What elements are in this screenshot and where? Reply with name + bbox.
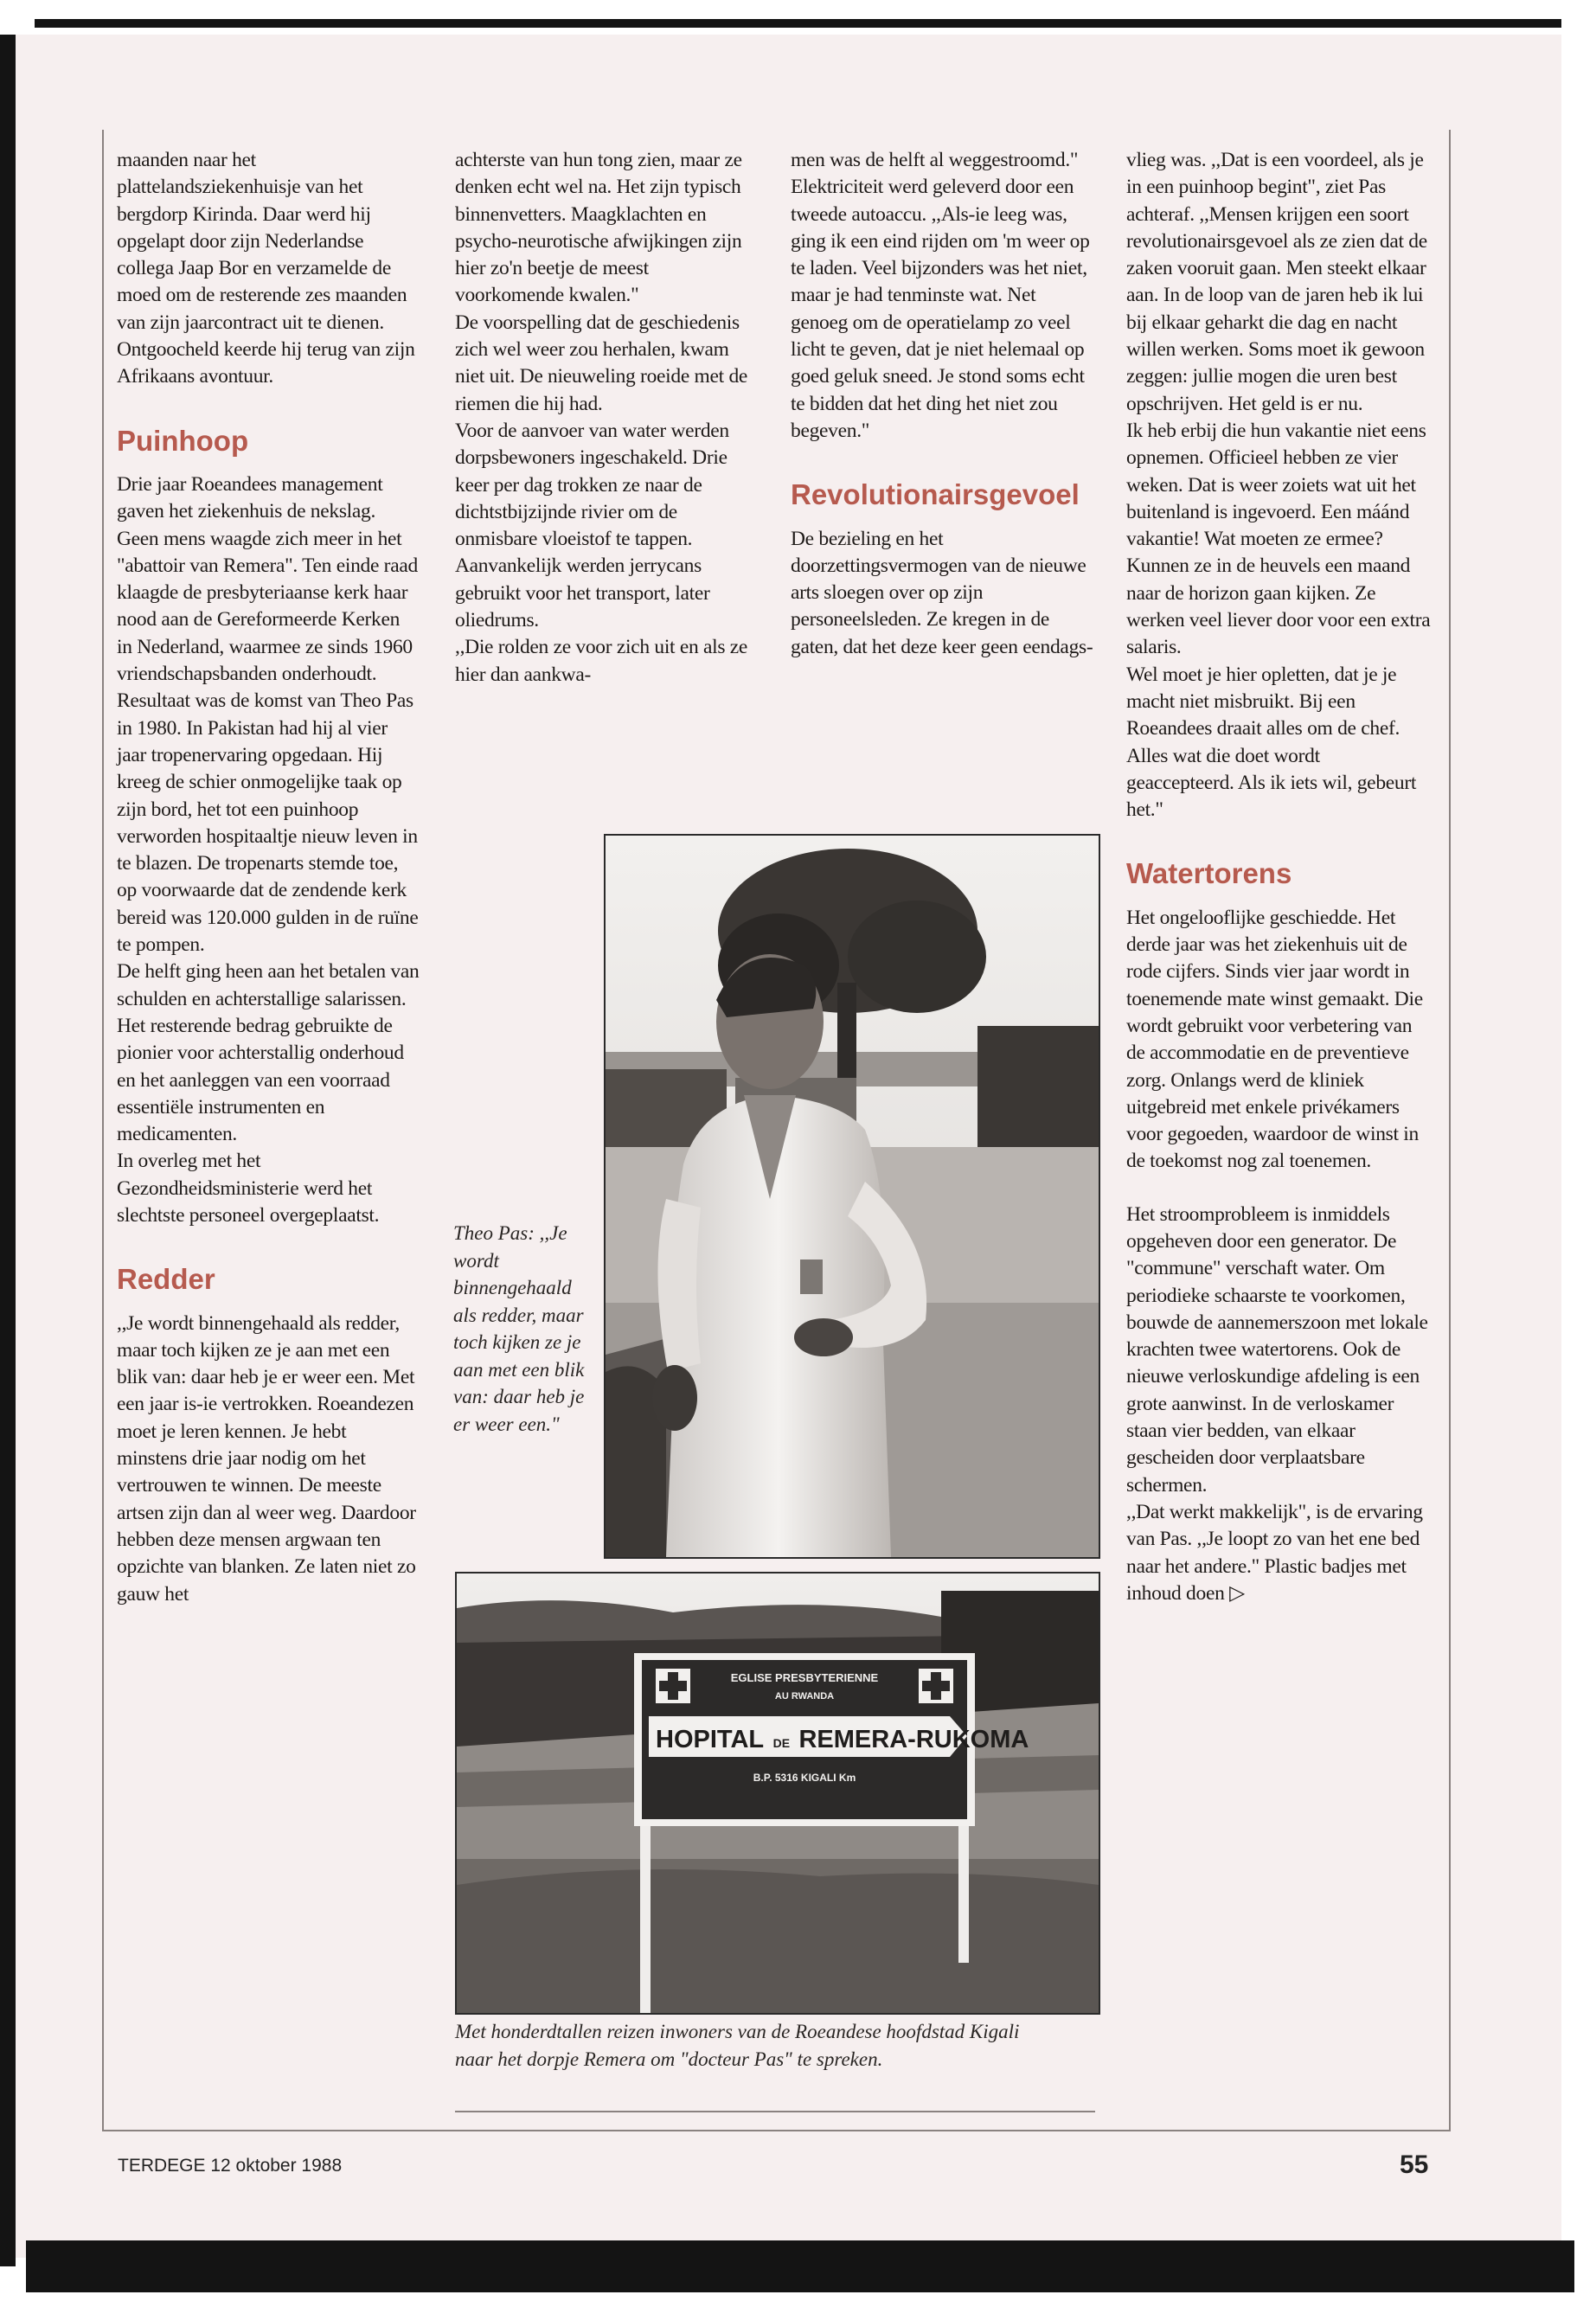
paragraph: Het stroomprobleem is inmiddels opgeheven door een generator. De "commune" verschaft water. Om periodieke schaarste te voorkomen, bouwde de aannemerszoon met lokale krachten twee watertorens. Ook de nieuwe verloskundige afdeling is een grote aanwinst. In de verloskamer staan vier bedden, van elkaar gescheiden door verplaatsbare schermen. xyxy=(1126,1202,1428,1497)
footer-magazine-name: TERDEGE xyxy=(118,2156,206,2176)
paragraph: maanden naar het plattelandsziekenhuisje van het bergdorp Kirinda. Daar werd hij opgelapt door zijn Nederlandse collega Jaap Bor en verzamelde de moed om de resterende zes maanden van zijn jaarcontract uit te dienen. Ontgoocheld keerde hij terug van zijn Afrikaans avontuur. xyxy=(117,149,415,388)
sign-main-text xyxy=(656,1726,1029,1753)
paragraph: Elektriciteit werd geleverd door een tweede autoaccu. ,,Als-ie leeg was, ging ik een eind rijden om 'm weer op te laden. Veel bijzonders was het niet, maar je had tenminste wat. Net genoeg om de operatielamp zo veel licht te geven, dat je niet helemaal op goed geluk sneed. Je stond soms echt te bidden dat het ding het niet zou begeven." xyxy=(791,176,1090,442)
paragraph: Drie jaar Roeandees management gaven het ziekenhuis de nekslag. Geen mens waagde zich meer in het "abattoir van Remera". Ten einde raad klaagde de presbyteriaanse kerk haar nood aan de Gereformeerde Kerken in Nederland, waarmee ze sinds 1960 vriendschapsbanden onderhoudt. xyxy=(117,472,418,686)
scan-top-edge xyxy=(0,0,1596,29)
sign-line-4: B.P. 5316 KIGALI Km xyxy=(753,1772,856,1784)
photo-hospital-sign xyxy=(455,1572,1100,2015)
paragraph: De helft ging heen aan het betalen van schulden en achterstallige salarissen. Het resterende bedrag gebruikte de pionier voor achterstallig onderhoud en het aanleggen van een voorraad essentiële instrumenten en medicamenten. xyxy=(117,960,420,1146)
sign-line-1: EGLISE PRESBYTERIENNE xyxy=(730,1671,879,1684)
sign-remera: REMERA-RUKOMA xyxy=(798,1726,1029,1753)
heading-puinhoop: Puinhoop xyxy=(117,424,249,457)
paragraph: ,,Die rolden ze voor zich uit en als ze hier dan aankwa- xyxy=(455,636,748,686)
footer-page-number: 55 xyxy=(1400,2150,1429,2179)
heading-watertorens: Watertorens xyxy=(1126,857,1292,890)
paragraph: De bezieling en het doorzettingsvermogen van de nieuwe arts sloegen over op zijn personeelsleden. Ze kregen in de gaten, dat het deze keer geen eendags- xyxy=(791,527,1093,658)
paragraph: vlieg was. ,,Dat is een voordeel, als je in een puinhoop begint", ziet Pas achteraf. ,,Mensen krijgen een soort revolutionairsgevoel als ze zien dat de zaken vooruit gaan. Men steekt elkaar aan. In de loop van de jaren heb ik lui bij elkaar geharkt die dag en nacht willen werken. Soms moet ik gewoon zeggen: jullie mogen die uren best opschrijven. Het geld is er nu. xyxy=(1126,149,1427,415)
heading-redder: Redder xyxy=(117,1263,215,1296)
photo-doctor-image xyxy=(606,836,1099,1557)
paragraph xyxy=(1126,1499,1431,1607)
sign-hopital: HOPITAL xyxy=(656,1726,765,1753)
paragraph: Voor de aanvoer van water werden dorpsbewoners ingeschakeld. Drie keer per dag trokken ze naar de dichtstbijzijnde rivier om de onmisbare vloeistof te tappen. Aanvankelijk werden jerrycans gebruikt voor het transport, later oliedrums. xyxy=(455,419,729,632)
photo-sign-image xyxy=(457,1574,1099,2013)
paragraph: Ik heb erbij die hun vakantie niet eens opnemen. Officieel hebben ze vier weken. Dat is weer zoiets wat uit het buitenland is ingevoerd. Een máánd vakantie! Wat moeten ze ermee? Kunnen ze in de heuvels een maand naar de horizon gaan kijken. Ze werken veel liever door voor een extra salaris. xyxy=(1126,419,1431,659)
paragraph: Het ongelooflijke geschiedde. Het derde jaar was het ziekenhuis uit de rode cijfers. Sinds vier jaar wordt in toenemende mate winst gemaakt. Die wordt gebruikt voor verbetering van de accommodatie en de preventieve zorg. Onlangs werd de kliniek uitgebreid met enkele privékamers voor gegoeden, waardoor de winst in de toekomst nog zal toenemen. xyxy=(1126,906,1423,1173)
column-1 xyxy=(117,147,420,1608)
photo-caption-2: Met honderdtallen reizen inwoners van de Roeandese hoofdstad Kigali naar het dorpje Remera om "docteur Pas" te spreken. xyxy=(455,2021,1020,2070)
caption-rule xyxy=(455,2111,1095,2112)
photo-theo-pas xyxy=(604,834,1100,1559)
paragraph: achterste van hun tong zien, maar ze denken echt wel na. Het zijn typisch binnenvetters. Maagklachten en psycho-neurotische afwijkingen zijn hier zo'n beetje de meest voorkomende kwalen." xyxy=(455,149,742,307)
paragraph-text: ,,Dat werkt makkelijk", is de ervaring van Pas. ,,Je loopt zo van het ene bed naar het andere." Plastic badjes met inhoud doen xyxy=(1126,1500,1423,1605)
paragraph: In overleg met het Gezondheidsministerie werd het slechtste personeel overgeplaatst. xyxy=(117,1150,380,1227)
paragraph: men was de helft al weggestroomd." xyxy=(791,149,1079,171)
photo-caption-1: Theo Pas: ,,Je wordt binnengehaald als redder, maar toch kijken ze je aan met een blik van: daar heb je er weer een." xyxy=(453,1222,585,1435)
paragraph: ,,Je wordt binnengehaald als redder, maar toch kijken ze je aan met een blik van: daar heb je er weer een. Met een jaar is-ie vertrokken. Roeandezen moet je leren kennen. Je hebt minstens drie jaar nodig om het vertrouwen te winnen. De meeste artsen zijn dan al weer weg. Daardoor hebben deze mensen argwaan ten opzichte van blanken. Ze laten niet zo gauw het xyxy=(117,1311,416,1606)
scan-bottom-edge xyxy=(26,2240,1574,2292)
column-3 xyxy=(791,147,1093,661)
footer-date: 12 oktober 1988 xyxy=(210,2156,343,2176)
column-4 xyxy=(1126,147,1431,1607)
footer-magazine xyxy=(118,2156,342,2176)
paragraph: Resultaat was de komst van Theo Pas in 1980. In Pakistan had hij al vier jaar tropenervaring opgedaan. Hij kreeg de schier onmogelijke taak op zijn bord, het tot een puinhoop verworden hospitaaltje nieuw leven in te blazen. De tropenarts stemde toe, op voorwaarde dat de zendende kerk bereid was 120.000 gulden in de ruïne te pompen. xyxy=(117,689,419,957)
column-2 xyxy=(455,147,758,689)
scan-left-edge xyxy=(0,35,16,2266)
sign-line-2: AU RWANDA xyxy=(774,1691,835,1702)
paragraph: Wel moet je hier opletten, dat je je macht niet misbruikt. Bij een Roeandees draait alles om de chef. Alles wat die doet wordt geaccepteerd. Als ik iets wil, gebeurt het." xyxy=(1126,663,1417,822)
continue-arrow-icon: ▷ xyxy=(1229,1581,1245,1605)
sign-de: DE xyxy=(772,1736,791,1750)
heading-revolutionairsgevoel: Revolutionairsgevoel xyxy=(791,478,1080,511)
paragraph: De voorspelling dat de geschiedenis zich wel weer zou herhalen, kwam niet uit. De nieuweling roeide met de riemen die hij had. xyxy=(455,311,748,415)
